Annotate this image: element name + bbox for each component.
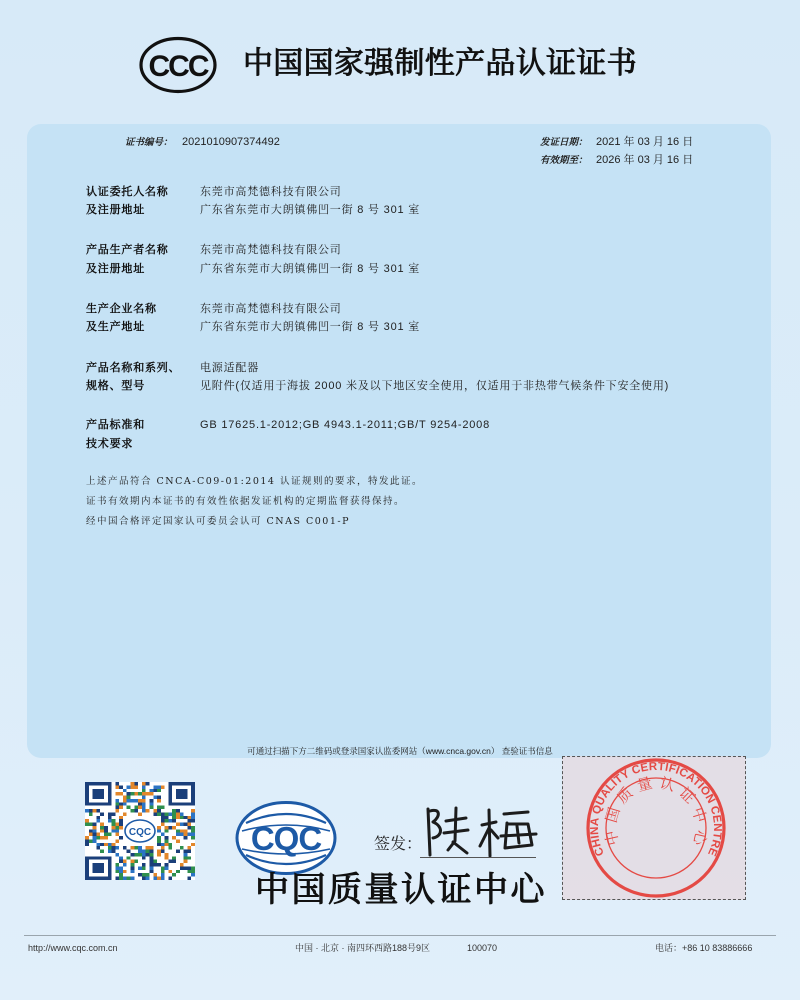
- field-label: 及注册地址: [86, 263, 145, 275]
- signed-by-label: 签发：: [374, 836, 423, 853]
- field-value: 广东省东莞市大朗镇佛凹一街 8 号 301 室: [200, 204, 421, 216]
- field-label: 产品标准和: [86, 419, 145, 431]
- signature-stroke: [517, 826, 519, 843]
- signature-stroke: [489, 810, 490, 856]
- field-value: 广东省东莞市大朗镇佛凹一街 8 号 301 室: [200, 263, 421, 275]
- seal-outer-ring: [588, 760, 724, 896]
- signature-stroke: [430, 810, 441, 838]
- field-label: 生产企业名称: [86, 303, 157, 315]
- official-seal: [563, 757, 745, 899]
- field-label: 认证委托人名称: [86, 186, 169, 198]
- footer-divider: [24, 935, 776, 936]
- footer-phone: 电话：+86 10 83886666: [655, 943, 753, 953]
- field-label: 技术要求: [86, 438, 134, 450]
- cqc-logo: [234, 799, 338, 877]
- expiry-date-label: 有效期至：: [540, 155, 588, 166]
- footer-postcode: 100070: [467, 943, 498, 953]
- signature-stroke: [480, 828, 489, 846]
- field-label: 规格、型号: [86, 380, 145, 392]
- issue-date-label: 发证日期：: [540, 137, 588, 148]
- qr-center-logo: [122, 815, 158, 847]
- seal-inner-text-path: 中国质量认证中心: [601, 773, 711, 848]
- field-value: 广东省东莞市大朗镇佛凹一街 8 号 301 室: [200, 321, 421, 333]
- field-label: 及注册地址: [86, 204, 145, 216]
- signature-stroke: [444, 830, 468, 833]
- field-label: 产品生产者名称: [86, 244, 169, 256]
- field-label: 产品名称和系列、: [86, 362, 181, 374]
- certificate-number-label: 证书编号：: [125, 137, 173, 148]
- signature-stroke: [428, 809, 430, 855]
- statement-validity: 证书有效期内本证书的有效性依据发证机构的定期监督获得保持。: [86, 496, 406, 507]
- certificate-title: 中国国家强制性产品认证证书: [243, 47, 637, 80]
- signature-stroke: [504, 812, 528, 814]
- statement-accreditation: 经中国合格评定国家认可委员会认可 CNAS C001-P: [86, 516, 350, 527]
- field-value: 见附件(仅适用于海拔 2000 米及以下地区安全使用，仅适用于非热带气候条件下安全使用): [200, 380, 670, 392]
- signature-stroke: [453, 842, 467, 853]
- qr-center-text: CQC: [128, 827, 152, 838]
- seal-outer-text-path: CHINA QUALITY CERTIFICATION CENTRE: [588, 760, 724, 858]
- certificate-panel: [27, 124, 771, 758]
- ccc-logo-text: CCC: [148, 50, 208, 83]
- signature-line: [420, 857, 536, 858]
- field-value: 东莞市高梵德科技有限公司: [200, 303, 342, 315]
- signature: [424, 803, 540, 859]
- issue-date: 2021 年 03 月 16 日: [596, 136, 694, 148]
- cqc-logo-text: CQC: [250, 820, 322, 857]
- ccc-logo: [137, 35, 219, 95]
- statement-compliance: 上述产品符合 CNCA-C09-01:2014 认证规则的要求，特发此证。: [86, 476, 423, 487]
- footer-website: http://www.cqc.com.cn: [28, 943, 118, 953]
- certificate-number: 2021010907374492: [182, 136, 280, 148]
- footer-address: 中国 · 北京 · 南四环西路188号9区: [295, 943, 431, 953]
- field-value: GB 17625.1-2012;GB 4943.1-2011;GB/T 9254-2008: [200, 419, 490, 431]
- field-value: 电源适配器: [200, 362, 259, 374]
- seal-overlay: [562, 756, 746, 900]
- field-value: 东莞市高梵德科技有限公司: [200, 244, 342, 256]
- field-label: 及生产地址: [86, 321, 145, 333]
- field-value: 东莞市高梵德科技有限公司: [200, 186, 342, 198]
- expiry-date: 2026 年 03 月 16 日: [596, 154, 694, 166]
- issuer-name: 中国质量认证中心: [255, 871, 547, 909]
- signature-stroke: [491, 830, 498, 838]
- verification-notice: 可通过扫描下方二维码或登录国家认监委网站（www.cnca.gov.cn） 查验证书信息: [247, 746, 553, 756]
